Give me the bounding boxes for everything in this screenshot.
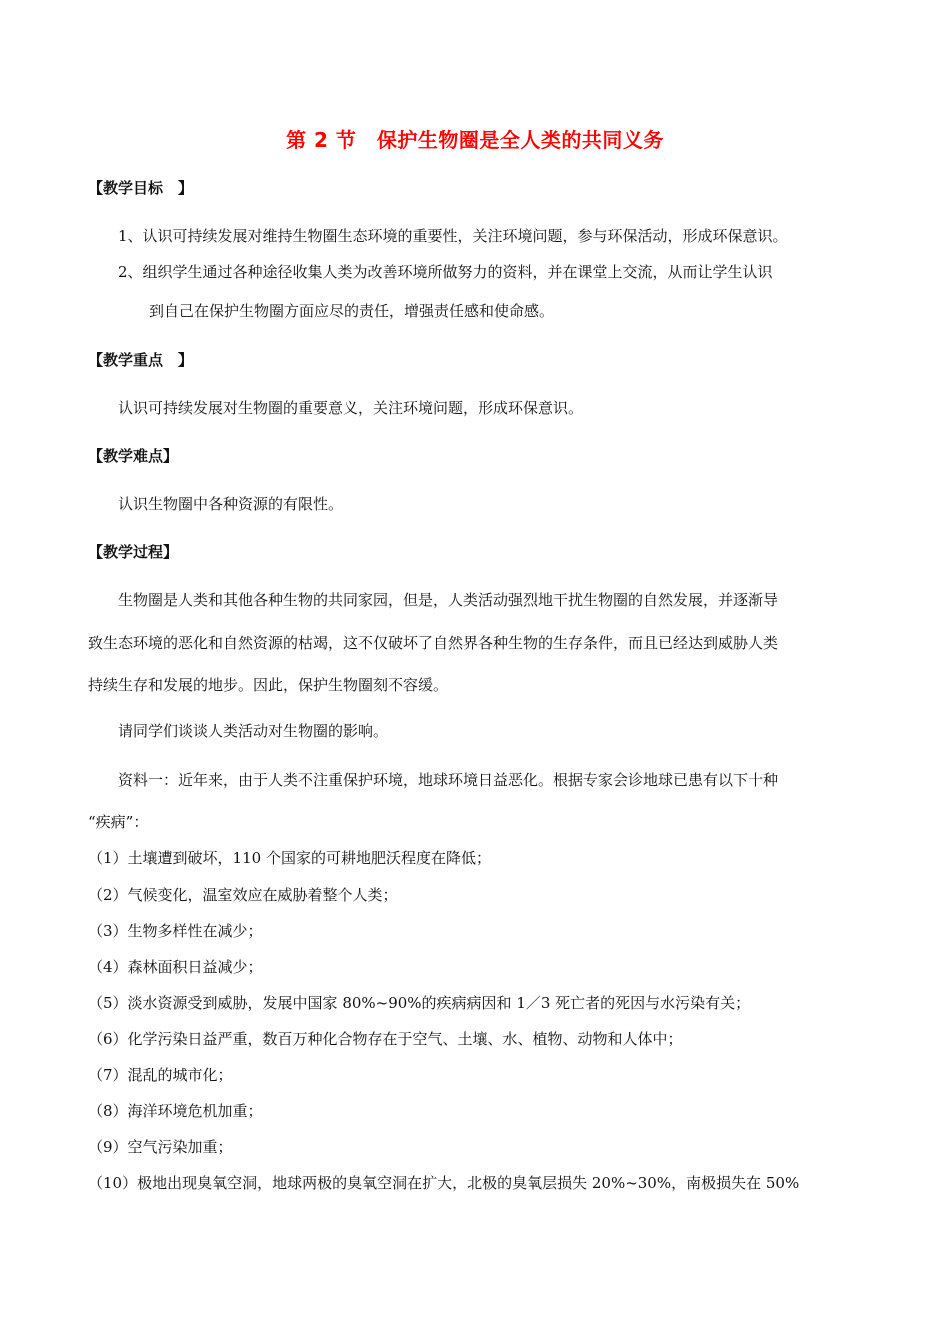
list-item: （7）混乱的城市化；	[88, 1066, 233, 1084]
list-item: （1）土壤遭到破坏，110 个国家的可耕地肥沃程度在降低；	[88, 849, 491, 867]
key-points-heading: 【教学重点 】	[88, 351, 194, 369]
process-heading: 【教学过程】	[88, 543, 179, 561]
objectives-heading: 【教学目标 】	[88, 179, 194, 197]
process-para-3-line-2: “疾病”：	[88, 813, 149, 831]
process-para-1-line-3: 持续生存和发展的地步。因此，保护生物圈刻不容缓。	[88, 676, 449, 694]
key-points-text: 认识可持续发展对生物圈的重要意义，关注环境问题，形成环保意识。	[118, 399, 584, 417]
difficulties-heading: 【教学难点】	[88, 447, 179, 465]
objective-item-2-line-2: 到自己在保护生物圈方面应尽的责任，增强责任感和使命感。	[149, 302, 555, 320]
list-item: （8）海洋环境危机加重；	[88, 1102, 263, 1120]
list-item: （9）空气污染加重；	[88, 1138, 233, 1156]
list-item: （2）气候变化，温室效应在威胁着整个人类；	[88, 886, 398, 904]
process-para-1-line-1: 生物圈是人类和其他各种生物的共同家园，但是，人类活动强烈地干扰生物圈的自然发展，并逐渐导	[118, 591, 779, 609]
list-item: （5）淡水资源受到威胁，发展中国家 80%~90%的疾病病因和 1／3 死亡者的死因与水污染有关；	[88, 994, 751, 1012]
page-title: 第 2 节 保护生物圈是全人类的共同义务	[286, 128, 664, 152]
objective-item-1: 1、认识可持续发展对维持生物圈生态环境的重要性，关注环境问题，参与环保活动，形成环保意识。	[118, 227, 788, 245]
process-para-2: 请同学们谈谈人类活动对生物圈的影响。	[118, 722, 389, 740]
list-item: （10）极地出现臭氧空洞，地球两极的臭氧空洞在扩大，北极的臭氧层损失 20%~30%，南极损失在 50%	[88, 1174, 800, 1192]
list-item: （3）生物多样性在减少；	[88, 922, 263, 940]
list-item: （4）森林面积日益减少；	[88, 958, 263, 976]
objective-item-2-line-1: 2、组织学生通过各种途径收集人类为改善环境所做努力的资料，并在课堂上交流，从而让学生认识	[118, 263, 773, 281]
difficulties-text: 认识生物圈中各种资源的有限性。	[118, 495, 344, 513]
list-item: （6）化学污染日益严重，数百万种化合物存在于空气、土壤、水、植物、动物和人体中；	[88, 1030, 683, 1048]
process-para-1-line-2: 致生态环境的恶化和自然资源的枯竭，这不仅破坏了自然界各种生物的生存条件，而且已经达到威胁人类	[88, 634, 779, 652]
process-para-3-line-1: 资料一：近年来，由于人类不注重保护环境，地球环境日益恶化。根据专家会诊地球已患有以下十种	[118, 771, 779, 789]
